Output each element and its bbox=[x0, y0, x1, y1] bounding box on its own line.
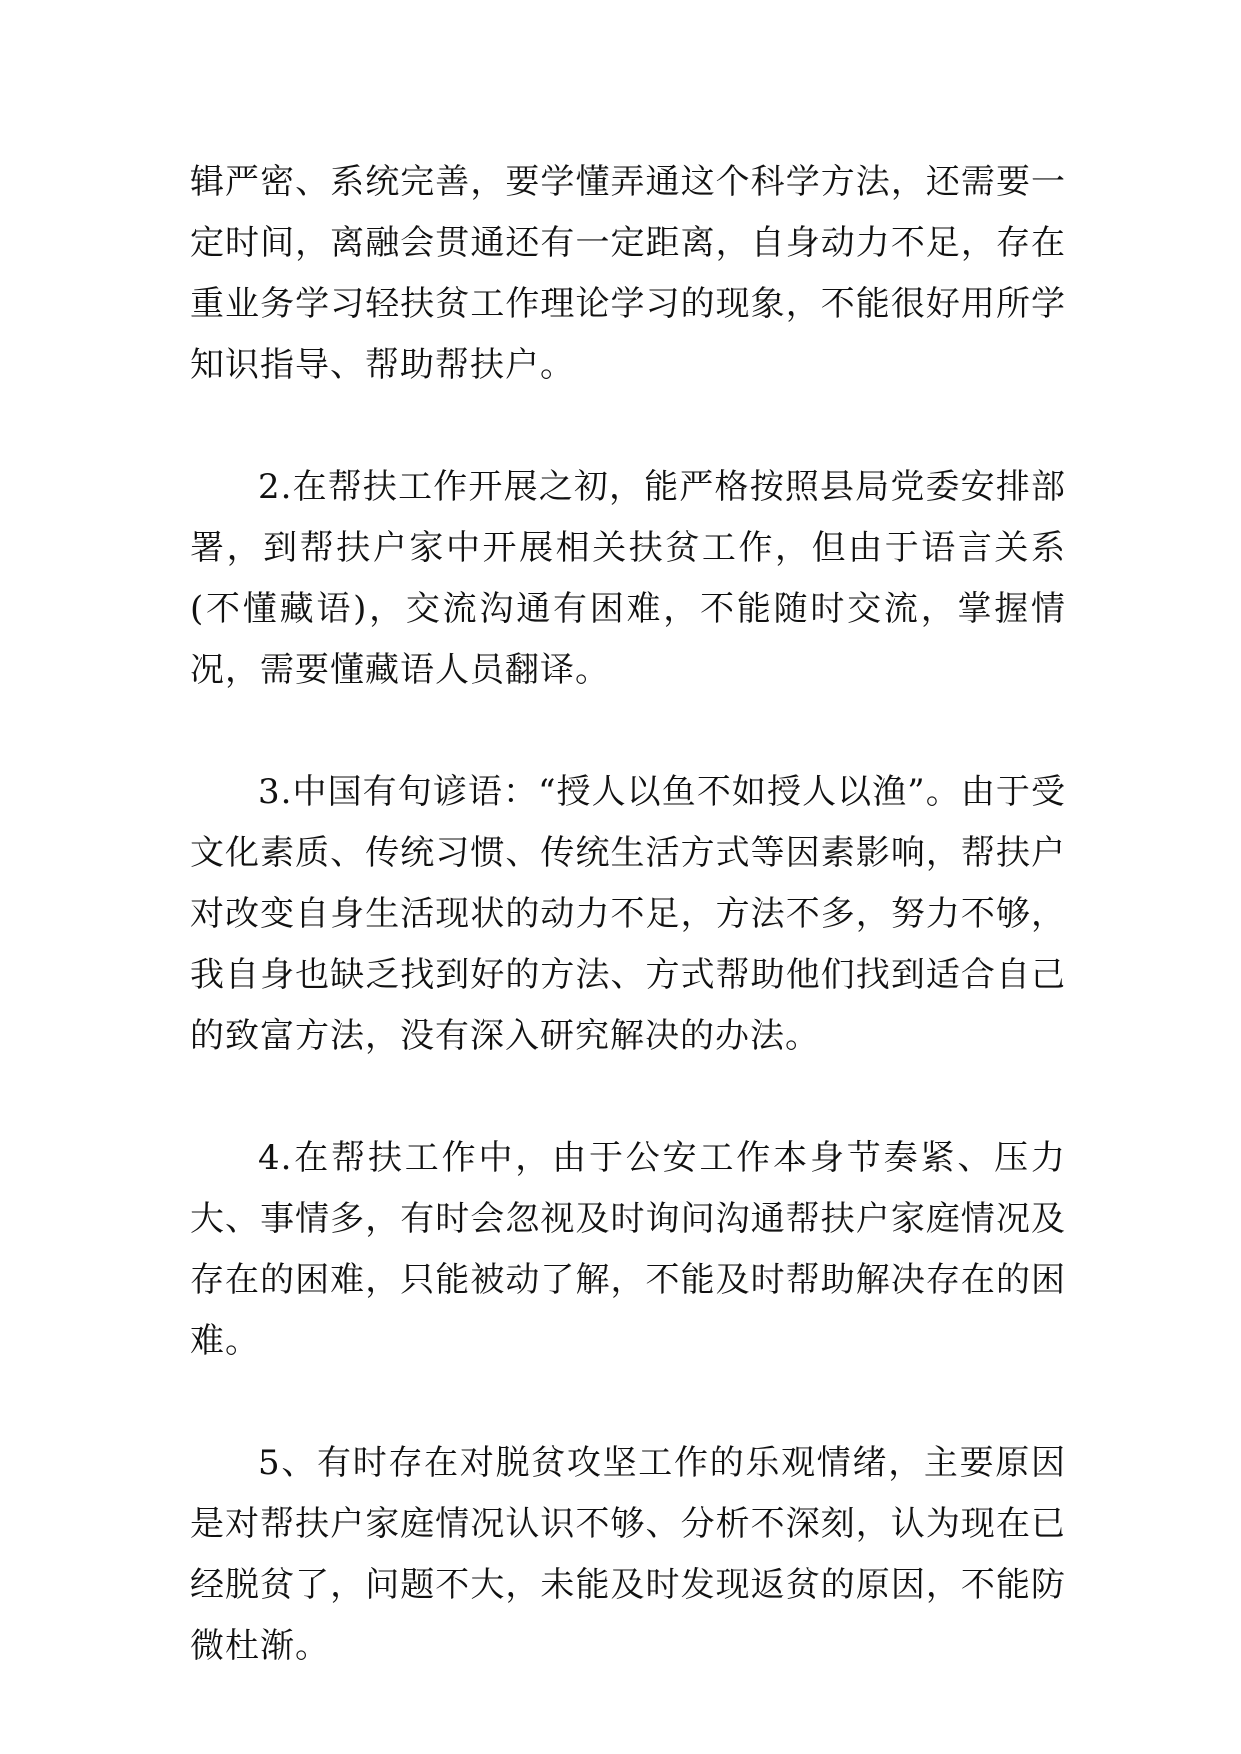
paragraph-item-5: 5、有时存在对脱贫攻坚工作的乐观情绪，主要原因是对帮扶户家庭情况认识不够、分析不深刻，认为现在已经脱贫了，问题不大，未能及时发现返贫的原因，不能防微杜渐。 bbox=[190, 1443, 1066, 1666]
paragraph-item-2: 2.在帮扶工作开展之初，能严格按照县局党委安排部署，到帮扶户家中开展相关扶贫工作，但由于语言关系(不懂藏语)，交流沟通有困难，不能随时交流，掌握情况，需要懂藏语人员翻译。 bbox=[190, 467, 1066, 690]
paragraph-item-3: 3.中国有句谚语：“授人以鱼不如授人以渔”。由于受文化素质、传统习惯、传统生活方式等因素影响，帮扶户对改变自身生活现状的动力不足，方法不多，努力不够，我自身也缺乏找到好的方法、方式帮助他们找到适合自己的致富方法，没有深入研究解决的办法。 bbox=[190, 772, 1066, 1056]
paragraph-item-4: 4.在帮扶工作中，由于公安工作本身节奏紧、压力大、事情多，有时会忽视及时询问沟通帮扶户家庭情况及存在的困难，只能被动了解，不能及时帮助解决存在的困难。 bbox=[190, 1138, 1066, 1361]
paragraph-continuation: 辑严密、系统完善，要学懂弄通这个科学方法，还需要一定时间，离融会贯通还有一定距离，自身动力不足，存在重业务学习轻扶贫工作理论学习的现象，不能很好用所学知识指导、帮助帮扶户。 bbox=[190, 162, 1066, 385]
document-body bbox=[190, 152, 1066, 1677]
